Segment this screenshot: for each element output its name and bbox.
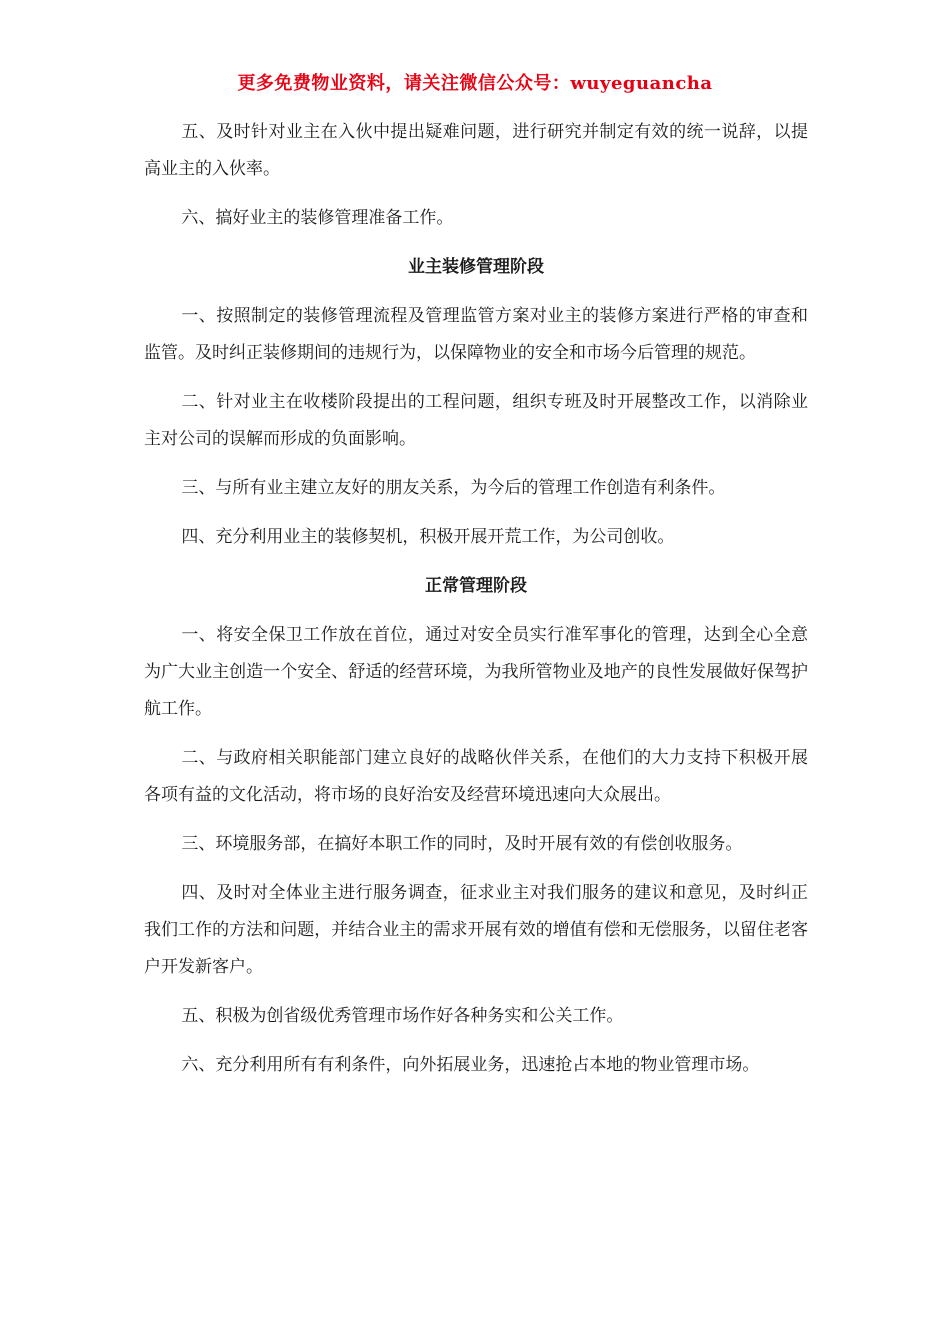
paragraph-s3-4: 四、及时对全体业主进行服务调查，征求业主对我们服务的建议和意见，及时纠正我们工作的方法和问题，并结合业主的需求开展有效的增值有偿和无偿服务，以留住老客户开发新客户。 xyxy=(144,883,808,977)
paragraph-s3-3: 三、环境服务部，在搞好本职工作的同时，及时开展有效的有偿创收服务。 xyxy=(181,834,743,854)
document-body xyxy=(144,114,808,1096)
paragraph-s2-3: 三、与所有业主建立友好的朋友关系，为今后的管理工作创造有利条件。 xyxy=(181,478,726,498)
paragraph-s3-6: 六、充分利用所有有利条件，向外拓展业务，迅速抢占本地的物业管理市场。 xyxy=(181,1055,760,1075)
section-heading-decoration: 业主装修管理阶段 xyxy=(408,257,544,277)
paragraph-s3-5: 五、积极为创省级优秀管理市场作好各种务实和公关工作。 xyxy=(181,1006,624,1026)
section-heading-normal-management: 正常管理阶段 xyxy=(425,576,527,596)
paragraph-s2-1: 一、按照制定的装修管理流程及管理监管方案对业主的装修方案进行严格的审查和监管。及时纠正装修期间的违规行为，以保障物业的安全和市场今后管理的规范。 xyxy=(144,306,808,363)
paragraph-s2-2: 二、针对业主在收楼阶段提出的工程问题，组织专班及时开展整改工作，以消除业主对公司的误解而形成的负面影响。 xyxy=(144,392,808,449)
paragraph-s3-2: 二、与政府相关职能部门建立良好的战略伙伴关系，在他们的大力支持下积极开展各项有益的文化活动，将市场的良好治安及经营环境迅速向大众展出。 xyxy=(144,748,808,805)
paragraph-s3-1: 一、将安全保卫工作放在首位，通过对安全员实行准军事化的管理，达到全心全意为广大业主创造一个安全、舒适的经营环境，为我所管物业及地产的良性发展做好保驾护航工作。 xyxy=(144,625,808,719)
paragraph-s2-4: 四、充分利用业主的装修契机，积极开展开荒工作，为公司创收。 xyxy=(181,527,675,547)
paragraph-s1-6: 六、搞好业主的装修管理准备工作。 xyxy=(181,208,454,228)
promo-banner: 更多免费物业资料，请关注微信公众号：wuyeguancha xyxy=(237,73,713,94)
paragraph-s1-5: 五、及时针对业主在入伙中提出疑难问题，进行研究并制定有效的统一说辞，以提高业主的入伙率。 xyxy=(144,122,808,179)
